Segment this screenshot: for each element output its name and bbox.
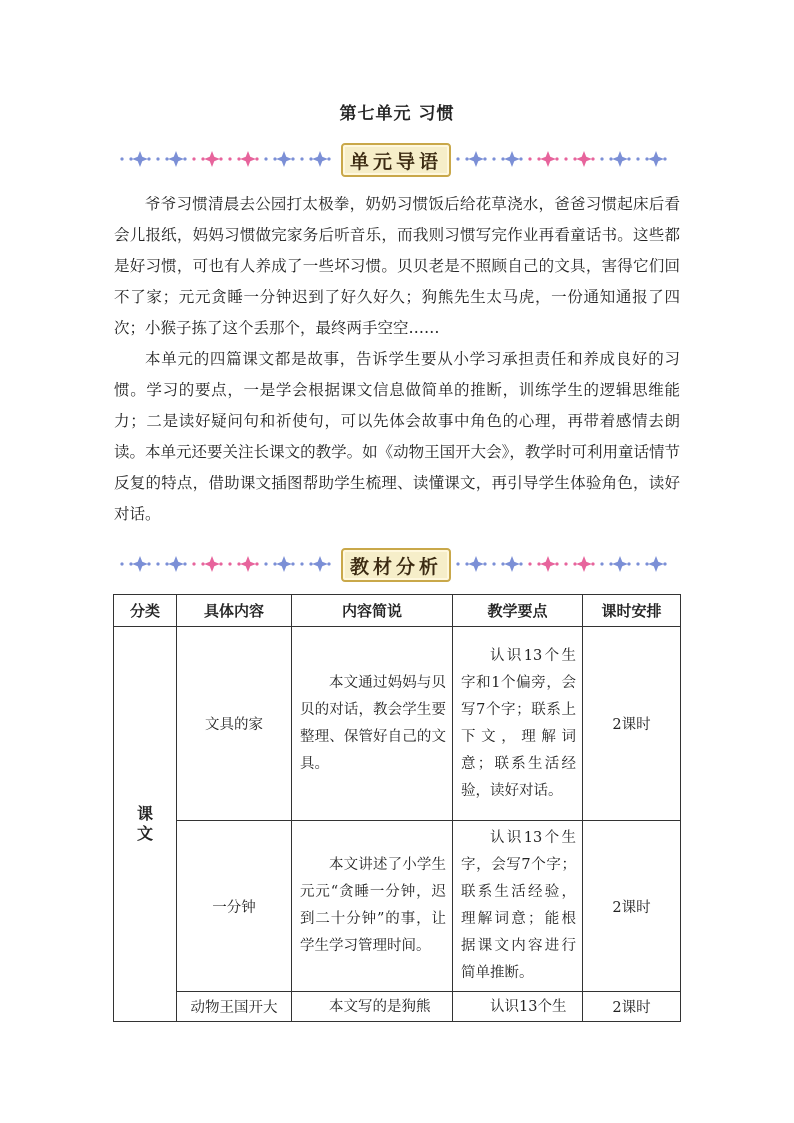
sparkle-dot [264, 157, 267, 160]
sparkle-dot [255, 157, 258, 160]
summary-cell [292, 821, 453, 992]
sparkle-dot [300, 157, 303, 160]
sparkle-dot [636, 157, 639, 160]
sparkle-star [576, 556, 592, 572]
header-category: 分类 [114, 595, 177, 627]
sparkle-dot [492, 562, 495, 565]
sparkle-dot [519, 562, 522, 565]
sparkle-dot [228, 157, 231, 160]
points-text: 认识13个生字和1个偏旁，会写7个字；联系上下文，理解词意；联系生活经验，读好对话。 [461, 647, 576, 799]
content-cell: 动物王国开大 [177, 992, 292, 1022]
sparkle-star [504, 556, 520, 572]
category-text: 课文 [137, 804, 154, 843]
sparkle-star [168, 556, 184, 572]
sparkle-star [276, 151, 292, 167]
sparkle-dot [327, 562, 330, 565]
points-cell [453, 992, 583, 1022]
summary-text: 本文通过妈妈与贝贝的对话，教会学生要整理、保管好自己的文具。 [300, 674, 446, 772]
sparkle-star [132, 151, 148, 167]
sparkle-dot [219, 562, 222, 565]
sparkle-dot [483, 157, 486, 160]
sparkle-dot [492, 157, 495, 160]
content-cell: 文具的家 [177, 627, 292, 821]
section-banner-material-analysis [118, 546, 674, 582]
sparkle-dot [564, 562, 567, 565]
sparkle-star [132, 556, 148, 572]
points-text: 认识13个生字，会写7个字；联系生活经验，理解词意；能根据课文内容进行简单推断。 [461, 830, 576, 981]
sparkle-star [276, 556, 292, 572]
header-hours: 课时安排 [583, 595, 681, 627]
sparkle-dot [519, 157, 522, 160]
sparkle-dot [228, 562, 231, 565]
sparkle-star [648, 151, 664, 167]
sparkle-dot [555, 157, 558, 160]
sparkle-star [540, 556, 556, 572]
sparkle-dot [600, 157, 603, 160]
sparkle-star [468, 151, 484, 167]
sparkle-dot [555, 562, 558, 565]
sparkle-dot [636, 562, 639, 565]
sparkle-dot [600, 562, 603, 565]
sparkle-dot [264, 562, 267, 565]
header-summary: 内容简说 [292, 595, 453, 627]
sparkle-dot [564, 157, 567, 160]
sparkle-dot [663, 562, 666, 565]
summary-cell [292, 992, 453, 1022]
sparkle-dot [291, 562, 294, 565]
sparkle-dot [183, 562, 186, 565]
points-cell [453, 821, 583, 992]
sparkle-dot [120, 157, 123, 160]
sparkle-dot [591, 157, 594, 160]
sparkle-dot [183, 157, 186, 160]
sparkle-star [204, 556, 220, 572]
sparkle-star [504, 151, 520, 167]
table-row [114, 992, 681, 1022]
intro-paragraph-2: 本单元的四篇课文都是故事，告诉学生要从小学习承担责任和养成良好的习惯。学习的要点，一是学会根据课文信息做简单的推断，训练学生的逻辑思维能力；二是读好疑问句和祈使句，可以先体会故事中角色的心理，再带着感情去朗读。本单元还要关注长课文的教学。如《动物王国开大会》，教学时可利用童话情节反复的特点，借助课文插图帮助学生梳理、读懂课文，再引导学生体验角色，读好对话。 [114, 350, 680, 523]
sparkle-dot [456, 157, 459, 160]
sparkle-star [168, 151, 184, 167]
hours-cell: 2课时 [583, 992, 681, 1022]
sparkle-dot [627, 562, 630, 565]
section-label-material-analysis: 教材分析 [341, 548, 451, 582]
hours-cell: 2课时 [583, 821, 681, 992]
sparkle-dot [528, 157, 531, 160]
sparkle-dot [192, 562, 195, 565]
summary-text: 本文写的是狗熊 [329, 998, 431, 1015]
sparkle-dot [591, 562, 594, 565]
summary-text: 本文讲述了小学生元元“贪睡一分钟，迟到二十分钟”的事，让学生学习管理时间。 [300, 857, 446, 954]
sparkle-star [612, 556, 628, 572]
sparkle-star [576, 151, 592, 167]
header-key-points: 教学要点 [453, 595, 583, 627]
sparkle-star [612, 151, 628, 167]
sparkle-star [468, 556, 484, 572]
category-cell [114, 627, 177, 1022]
sparkle-dot [300, 562, 303, 565]
sparkle-star [240, 556, 256, 572]
section-label-unit-intro: 单元导语 [341, 143, 451, 177]
sparkle-dot [327, 157, 330, 160]
sparkle-dot [156, 562, 159, 565]
sparkle-dot [147, 562, 150, 565]
sparkle-star [240, 151, 256, 167]
sparkle-dot [255, 562, 258, 565]
page-title: 第七单元 习惯 [339, 104, 455, 124]
table-row [114, 821, 681, 992]
sparkle-dot [291, 157, 294, 160]
sparkle-dot [483, 562, 486, 565]
sparkle-dot [219, 157, 222, 160]
sparkle-dot [663, 157, 666, 160]
sparkle-dot [120, 562, 123, 565]
sparkle-star [540, 151, 556, 167]
points-cell [453, 627, 583, 821]
sparkle-star [312, 556, 328, 572]
sparkle-dot [456, 562, 459, 565]
summary-cell [292, 627, 453, 821]
sparkle-dot [528, 562, 531, 565]
table-row [114, 627, 681, 821]
points-text: 认识13个生 [490, 998, 567, 1015]
sparkle-star [648, 556, 664, 572]
intro-paragraph-1: 爷爷习惯清晨去公园打太极拳，奶奶习惯饭后给花草浇水，爸爸习惯起床后看会儿报纸，妈妈习惯做完家务后听音乐，而我则习惯写完作业再看童话书。这些都是好习惯，可也有人养成了一些坏习惯。贝贝老是不照顾自己的文具，害得它们回不了家；元元贪睡一分钟迟到了好久好久；狗熊先生太马虎，一份通知通报了四次；小猴子拣了这个丢那个，最终两手空空…… [114, 195, 680, 337]
sparkle-star [312, 151, 328, 167]
table-header-row [114, 595, 681, 627]
sparkle-dot [156, 157, 159, 160]
sparkle-dot [192, 157, 195, 160]
content-cell: 一分钟 [177, 821, 292, 992]
header-content: 具体内容 [177, 595, 292, 627]
sparkle-star [204, 151, 220, 167]
sparkle-dot [627, 157, 630, 160]
analysis-table [113, 594, 681, 1022]
sparkle-dot [147, 157, 150, 160]
hours-cell: 2课时 [583, 627, 681, 821]
section-banner-unit-intro [118, 141, 674, 177]
